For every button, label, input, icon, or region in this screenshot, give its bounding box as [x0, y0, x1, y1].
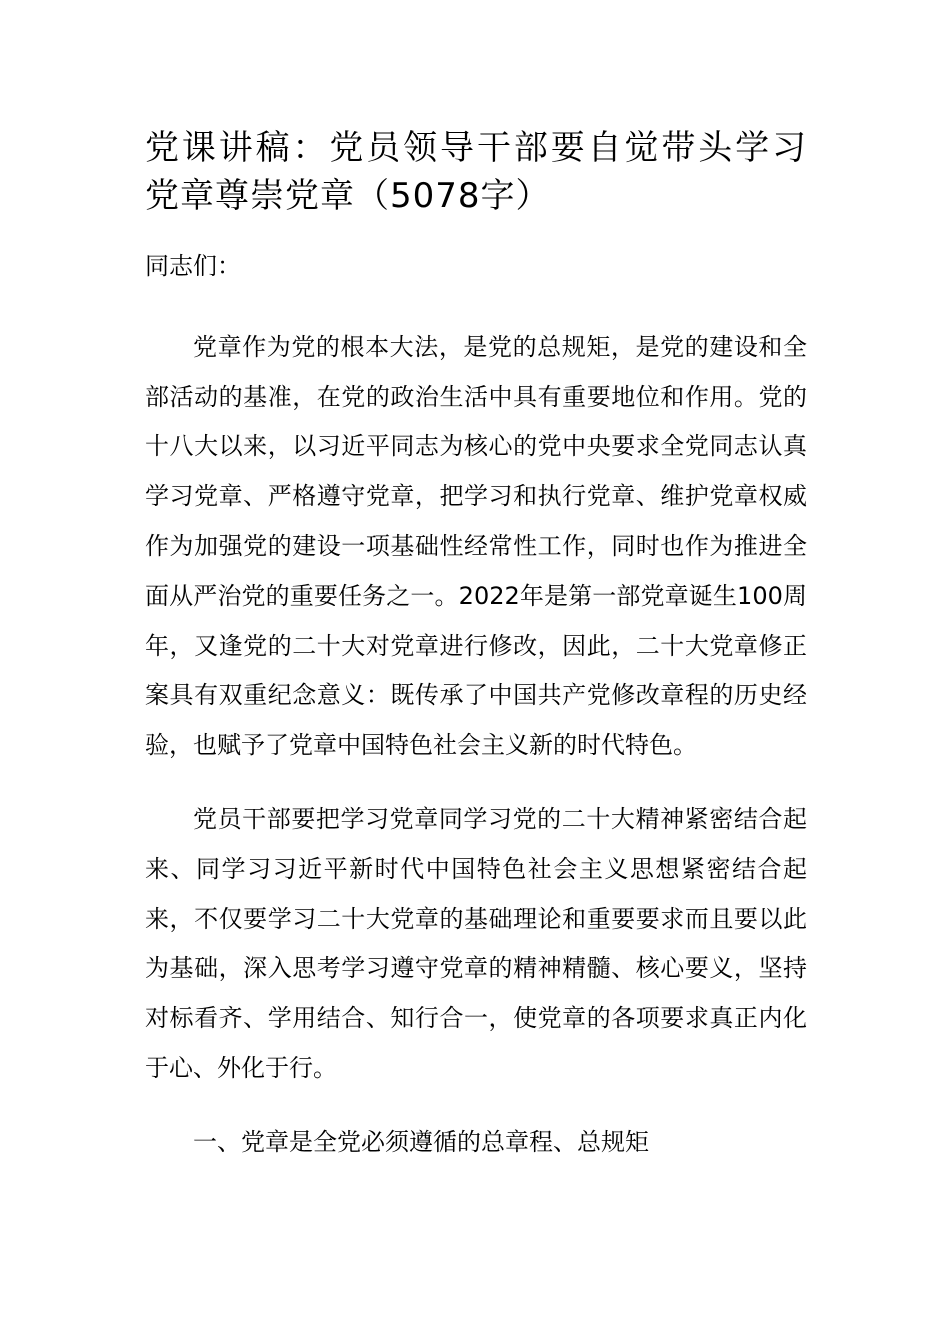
paragraph-1: 党章作为党的根本大法，是党的总规矩，是党的建设和全部活动的基准，在党的政治生活中具有重要地位和作用。党的十八大以来，以习近平同志为核心的党中央要求全党同志认真学习党章、严格遵守党章，把学习和执行党章、维护党章权威作为加强党的建设一项基础性经常性工作，同时也作为推进全面从严治党的重要任务之一。2022年是第一部党章诞生100周年，又逢党的二十大对党章进行修改，因此，二十大党章修正案具有双重纪念意义：既传承了中国共产党修改章程的历史经验，也赋予了党章中国特色社会主义新的时代特色。: [145, 332, 807, 760]
paragraph-2: 党员干部要把学习党章同学习党的二十大精神紧密结合起来、同学习习近平新时代中国特色社会主义思想紧密结合起来，不仅要学习二十大党章的基础理论和重要要求而且要以此为基础，深入思考学习遵守党章的精神精髓、核心要义，坚持对标看齐、学用结合、知行合一，使党章的各项要求真正内化于心、外化于行。: [145, 804, 807, 1082]
salutation: 同志们：: [145, 252, 241, 280]
section-heading: 一、党章是全党必须遵循的总章程、总规矩: [193, 1127, 649, 1156]
document-title: 党课讲稿：党员领导干部要自觉带头学习党章尊崇党章（5078字）: [145, 128, 807, 216]
document-page: [145, 124, 807, 1168]
